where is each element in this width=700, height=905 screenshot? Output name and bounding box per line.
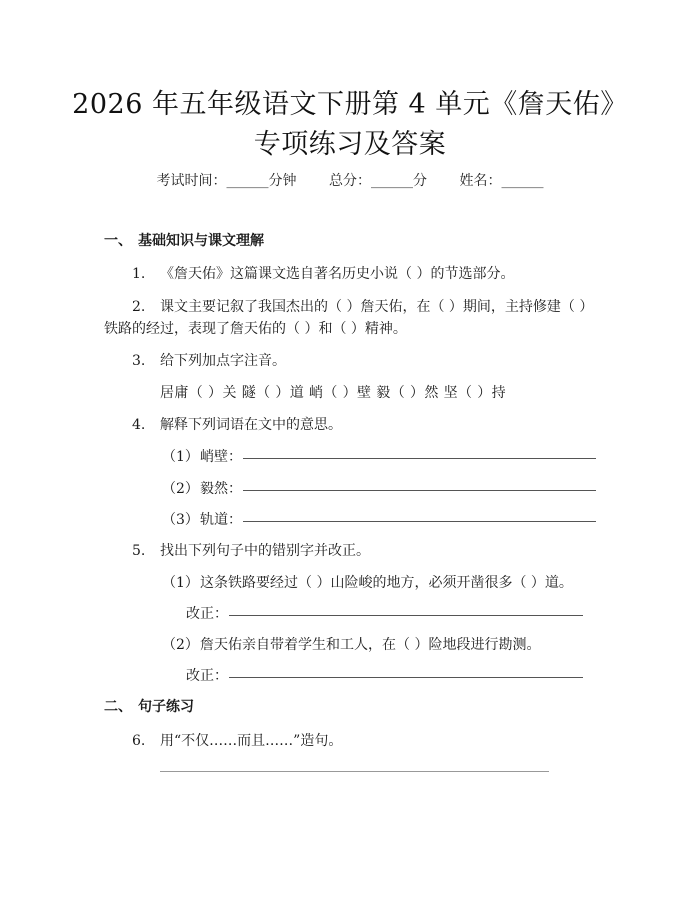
section-title: 句子练习 (138, 699, 194, 715)
question-text: 给下列加点字注音。 (160, 353, 286, 369)
section-number: 二、 (104, 699, 132, 715)
item-index: （3） (162, 512, 199, 528)
question-2-continued: 铁路的经过，表现了詹天佑的（ ）和（ ）精神。 (104, 321, 407, 337)
question-number: 4. (132, 417, 146, 433)
item-sentence: 詹天佑亲自带着学生和工人，在（ ）险地段进行勘测。 (200, 637, 541, 653)
correction-label: 改正： (186, 606, 228, 622)
question-text: 用“不仅……而且……”造句。 (160, 733, 343, 749)
question-text: 找出下列句子中的错别字并改正。 (160, 543, 370, 559)
question-5 (132, 540, 370, 560)
item-index: （1） (162, 575, 199, 591)
question-text: 解释下列词语在文中的意思。 (160, 417, 342, 433)
page-title: 2026 年五年级语文下册第 4 单元《詹天佑》 (72, 89, 628, 120)
question-text: 《詹天佑》这篇课文选自著名历史小说（ ）的节选部分。 (160, 266, 515, 282)
student-name-field: 姓名：______ (459, 173, 544, 189)
question-1 (132, 263, 514, 283)
section-title: 基础知识与课文理解 (138, 233, 264, 249)
q5-item-1 (162, 572, 573, 592)
sentence-answer-line[interactable] (160, 771, 549, 772)
total-score-field: 总分：______分 (329, 173, 427, 189)
section-number: 一、 (104, 233, 132, 249)
correction-label: 改正： (186, 668, 228, 684)
question-2 (132, 296, 593, 316)
pinyin-items: 居庸（ ）关 隧（ ）道 峭（ ）壁 毅（ ）然 坚（ ）持 (160, 385, 507, 401)
exam-time-field: 考试时间：______分钟 (156, 173, 297, 189)
question-text: 课文主要记叙了我国杰出的（ ）詹天佑，在（ ）期间，主持修建（ ） (160, 299, 594, 315)
q4-item-1 (162, 446, 242, 466)
question-4 (132, 414, 342, 434)
q4-item-3 (162, 509, 242, 529)
q5-item-2 (162, 634, 540, 654)
item-sentence: 这条铁路要经过（ ）山险峻的地方，必须开凿很多（ ）道。 (200, 575, 573, 591)
item-index: （2） (162, 637, 199, 653)
answer-line[interactable] (243, 521, 596, 522)
correction-line[interactable] (229, 615, 583, 616)
item-index: （1） (162, 449, 199, 465)
question-3 (132, 350, 286, 370)
item-word: 轨道： (200, 512, 242, 528)
item-word: 毅然： (200, 481, 242, 497)
q4-item-2 (162, 478, 242, 498)
question-number: 2. (132, 299, 146, 315)
page-subtitle: 专项练习及答案 (253, 129, 447, 160)
answer-line[interactable] (243, 490, 596, 491)
question-number: 6. (132, 733, 146, 749)
item-word: 峭壁： (200, 449, 242, 465)
question-6 (132, 730, 342, 750)
question-number: 5. (132, 543, 146, 559)
question-number: 1. (132, 266, 146, 282)
answer-line[interactable] (243, 458, 596, 459)
question-number: 3. (132, 353, 146, 369)
section-heading-1 (104, 230, 264, 250)
item-index: （2） (162, 481, 199, 497)
exam-meta (0, 170, 700, 190)
correction-line[interactable] (229, 677, 583, 678)
section-heading-2 (104, 696, 194, 716)
